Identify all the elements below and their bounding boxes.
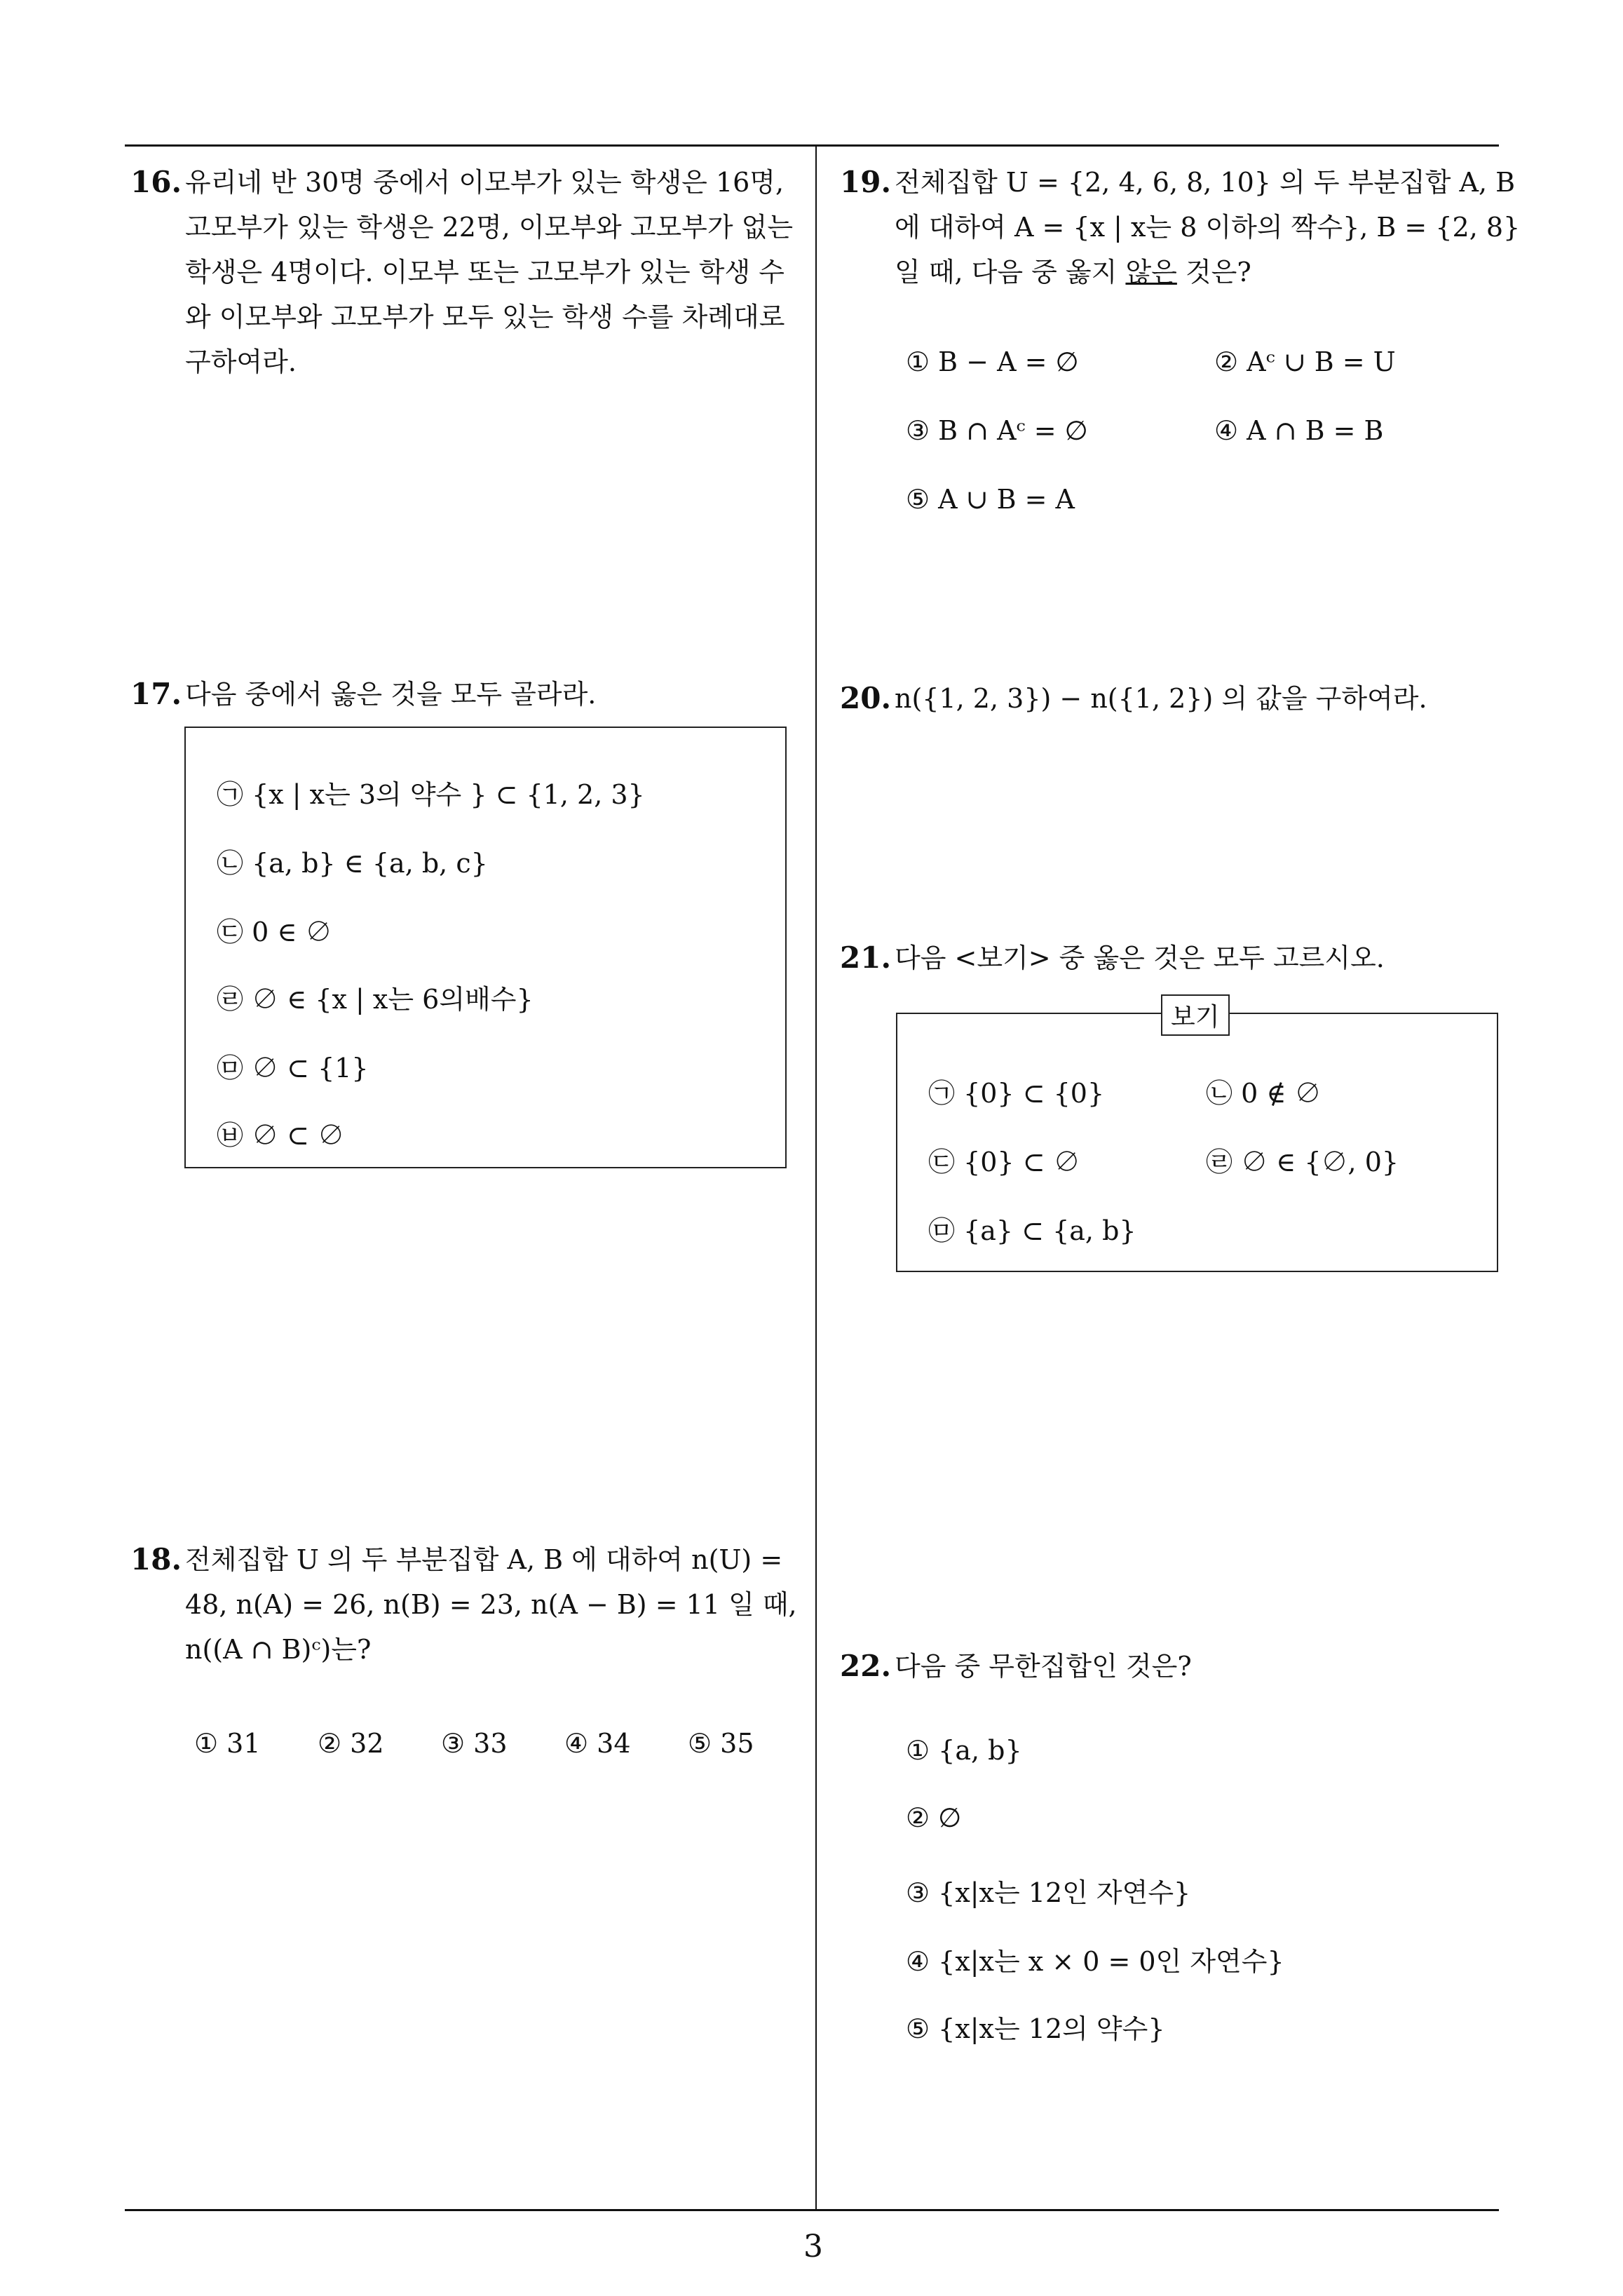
text-line: 유리네 반 30명 중에서 이모부가 있는 학생은 16명,	[185, 167, 785, 198]
question-19	[840, 160, 1521, 295]
statements-box	[184, 727, 787, 1168]
text-segment: 것은?	[1176, 257, 1251, 288]
text-line: 와 이모부와 고모부가 모두 있는 학생 수를 차례대로	[185, 302, 785, 332]
choice-5[interactable]: ⑤ 35	[688, 1728, 754, 1759]
text-line: 전체집합 U 의 두 부분집합 A, B 에 대하여 n(U) =	[185, 1544, 783, 1575]
choice-5[interactable]: ⑤ A ∪ B = A	[906, 484, 1075, 515]
bogi-item: ㉡ 0 ∉ ∅	[1206, 1078, 1322, 1109]
question-text	[185, 160, 803, 384]
question-text	[185, 1537, 803, 1672]
question-number: 17.	[130, 677, 182, 711]
bogi-box	[896, 1013, 1498, 1272]
question-number: 20.	[840, 681, 892, 715]
text-line: 구하여라.	[185, 346, 297, 377]
text-line: 48, n(A) = 26, n(B) = 23, n(A − B) = 11 일 때,	[185, 1589, 797, 1620]
choice-1[interactable]: ① 31	[194, 1728, 261, 1759]
choice-3[interactable]: ③ 33	[441, 1728, 508, 1759]
statement-item: ㉣ ∅ ∈ {x | x는 6의배수}	[217, 984, 534, 1015]
question-number: 16.	[130, 165, 182, 199]
statement-item: ㉢ 0 ∈ ∅	[217, 917, 332, 947]
question-number: 22.	[840, 1649, 892, 1683]
choice-2[interactable]: ② 32	[318, 1728, 384, 1759]
choice-4[interactable]: ④ 34	[564, 1728, 631, 1759]
text-line: n((A ∩ B)ᶜ)는?	[185, 1634, 372, 1665]
statement-item: ㉤ ∅ ⊂ {1}	[217, 1053, 369, 1083]
question-text: n({1, 2, 3}) − n({1, 2}) 의 값을 구하여라.	[895, 683, 1427, 714]
bogi-item: ㉢ {0} ⊂ ∅	[928, 1147, 1080, 1177]
underlined-word: 않은	[1125, 257, 1177, 288]
top-rule	[125, 144, 1499, 147]
text-line: 학생은 4명이다. 이모부 또는 고모부가 있는 학생 수	[185, 257, 785, 288]
choice-2[interactable]: ② ∅	[906, 1802, 962, 1833]
choice-1[interactable]: ① B − A = ∅	[906, 346, 1079, 377]
question-number: 18.	[130, 1542, 182, 1576]
choice-4[interactable]: ④ A ∩ B = B	[1214, 415, 1384, 446]
question-16	[130, 160, 803, 384]
question-text: 다음 중 무한집합인 것은?	[895, 1651, 1192, 1682]
page-number: 3	[803, 2229, 823, 2264]
text-line	[895, 250, 1520, 295]
bottom-rule	[125, 2209, 1499, 2211]
question-text: 다음 중에서 옳은 것을 모두 골라라.	[185, 679, 597, 710]
choice-1[interactable]: ① {a, b}	[906, 1735, 1022, 1766]
choice-4[interactable]: ④ {x|x는 x × 0 = 0인 자연수}	[906, 1946, 1284, 1977]
text-line: 에 대하여 A = {x | x는 8 이하의 짝수}, B = {2, 8}	[895, 212, 1521, 243]
choice-2[interactable]: ② Aᶜ ∪ B = U	[1214, 346, 1396, 377]
statement-item: ㉠ {x | x는 3의 약수 } ⊂ {1, 2, 3}	[217, 779, 645, 810]
statement-item: ㉡ {a, b} ∈ {a, b, c}	[217, 848, 488, 879]
question-number: 21.	[840, 940, 892, 975]
question-18	[130, 1537, 803, 1672]
bogi-label: 보기	[1161, 994, 1230, 1036]
text-line: 전체집합 U = {2, 4, 6, 8, 10} 의 두 부분집합 A, B	[895, 167, 1516, 198]
text-line: 고모부가 있는 학생은 22명, 이모부와 고모부가 없는	[185, 212, 794, 243]
choice-5[interactable]: ⑤ {x|x는 12의 약수}	[906, 2013, 1165, 2044]
statement-item: ㉥ ∅ ⊂ ∅	[217, 1120, 345, 1151]
bogi-item: ㉠ {0} ⊂ {0}	[928, 1078, 1105, 1109]
question-text	[895, 160, 1520, 295]
choice-3[interactable]: ③ B ∩ Aᶜ = ∅	[906, 415, 1088, 446]
column-divider	[815, 144, 817, 2210]
question-17	[130, 672, 803, 717]
bogi-item: ㉤ {a} ⊂ {a, b}	[928, 1215, 1136, 1246]
question-20	[840, 676, 1492, 721]
question-21	[840, 936, 1492, 980]
question-22	[840, 1644, 1492, 1689]
bogi-item: ㉣ ∅ ∈ {∅, 0}	[1206, 1147, 1399, 1177]
choice-3[interactable]: ③ {x|x는 12인 자연수}	[906, 1877, 1191, 1908]
text-segment: 일 때, 다음 중 옳지	[895, 257, 1126, 288]
question-text: 다음 <보기> 중 옳은 것은 모두 고르시오.	[895, 943, 1385, 973]
question-number: 19.	[840, 165, 892, 199]
